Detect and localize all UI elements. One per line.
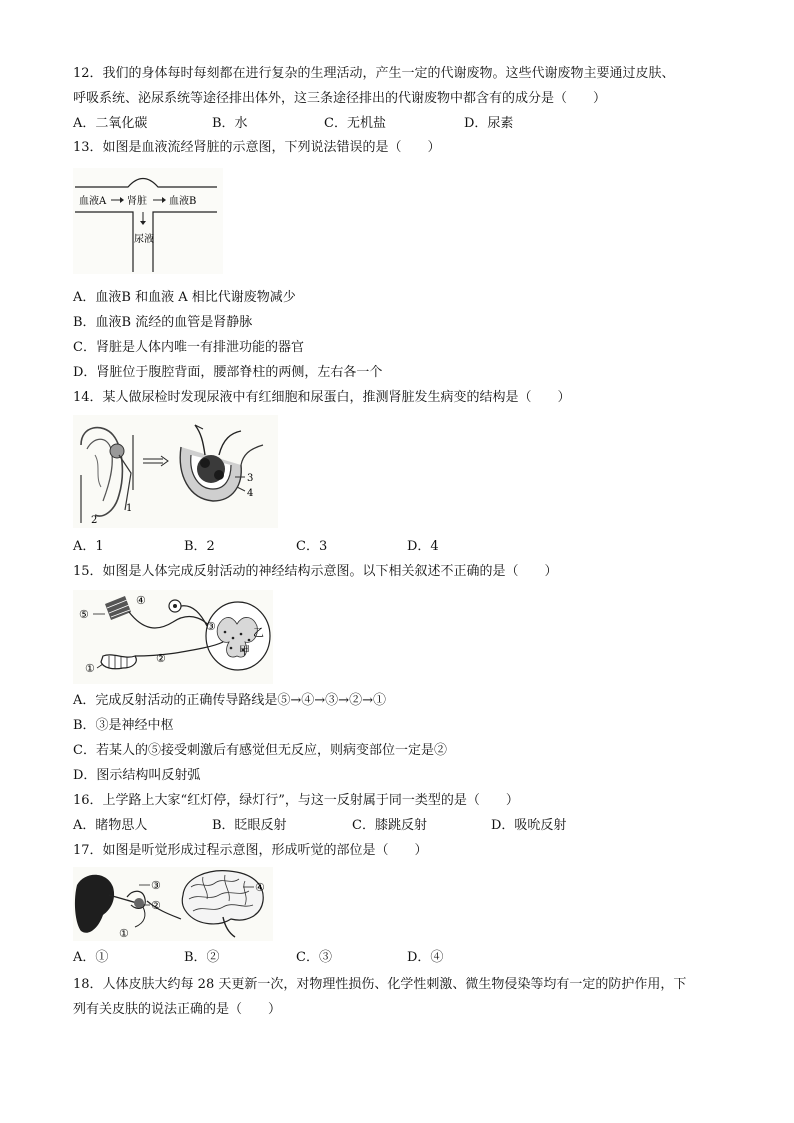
q16-option-d[interactable]: D．吸吮反射 <box>491 818 567 833</box>
q12-option-a[interactable]: A．二氧化碳 <box>73 116 148 131</box>
q14-option-b[interactable]: B．2 <box>184 539 215 554</box>
q17-options <box>73 950 713 966</box>
hearing-label-2: ② <box>151 899 161 912</box>
q14-option-d[interactable]: D．4 <box>407 539 439 554</box>
q14-option-c[interactable]: C．3 <box>296 539 328 554</box>
q16-option-c[interactable]: C．膝跳反射 <box>352 818 427 833</box>
q13-option-a[interactable]: A．血液B 和血液 A 相比代谢废物减少 <box>73 290 296 305</box>
q13-option-d[interactable]: D．肾脏位于腹腔背面，腰部脊柱的两侧，左右各一个 <box>73 365 383 380</box>
q18-stem-line2: 列有关皮肤的说法正确的是（ ） <box>73 1002 282 1017</box>
q17-option-c[interactable]: C．③ <box>296 950 332 965</box>
reflex-label-5: ⑤ <box>79 608 89 621</box>
q15-option-a[interactable]: A．完成反射活动的正确传导路线是⑤→④→③→②→① <box>73 693 386 708</box>
reflex-label-2: ② <box>156 652 166 665</box>
blood-b-label: 血液B <box>169 196 197 207</box>
q15-option-d[interactable]: D．图示结构叫反射弧 <box>73 768 201 783</box>
q13-stem: 13．如图是血液流经肾脏的示意图，下列说法错误的是（ ） <box>73 140 441 155</box>
q12-stem-line1: 12．我们的身体每时每刻都在进行复杂的生理活动，产生一定的代谢废物。这些代谢废物主要通过皮肤、 <box>73 66 675 81</box>
hearing-label-4: ④ <box>255 881 265 894</box>
q14-stem: 14．某人做尿检时发现尿液中有红细胞和尿蛋白，推测肾脏发生病变的结构是（ ） <box>73 390 571 405</box>
q14-option-a[interactable]: A．1 <box>73 539 104 554</box>
nephron-label-4: 4 <box>247 488 254 499</box>
q12-option-d[interactable]: D．尿素 <box>464 116 514 131</box>
blood-a-label: 血液A <box>79 196 107 207</box>
q17-option-a[interactable]: A．① <box>73 950 109 965</box>
reflex-label-4: ④ <box>136 594 146 607</box>
q12-options <box>73 116 713 132</box>
nephron-diagram <box>73 415 278 528</box>
q16-stem: 16．上学路上大家“红灯停，绿灯行”，与这一反射属于同一类型的是（ ） <box>73 793 519 808</box>
reflex-label-jia: 甲 <box>239 644 250 657</box>
q13-option-c[interactable]: C．肾脏是人体内唯一有排泄功能的器官 <box>73 340 304 355</box>
reflex-arc-diagram <box>73 590 273 684</box>
nephron-label-1: 1 <box>126 503 133 514</box>
kidney-label: 肾脏 <box>127 196 147 207</box>
reflex-label-yi: 乙 <box>253 626 264 639</box>
q16-options <box>73 818 713 834</box>
q12-option-c[interactable]: C．无机盐 <box>324 116 386 131</box>
q15-stem: 15．如图是人体完成反射活动的神经结构示意图。以下相关叙述不正确的是（ ） <box>73 564 558 579</box>
q12-option-b[interactable]: B．水 <box>212 116 248 131</box>
q12-stem-line2: 呼吸系统、泌尿系统等途径排出体外，这三条途径排出的代谢废物中都含有的成分是（ ） <box>73 91 607 106</box>
nephron-label-2: 2 <box>91 515 98 526</box>
nephron-label-3: 3 <box>247 473 254 484</box>
q13-option-b[interactable]: B．血液B 流经的血管是肾静脉 <box>73 315 253 330</box>
reflex-label-1: ① <box>85 662 95 675</box>
urine-label: 尿液 <box>134 234 154 245</box>
hearing-label-3: ③ <box>151 879 161 892</box>
q16-option-a[interactable]: A．睹物思人 <box>73 818 148 833</box>
q16-option-b[interactable]: B．眨眼反射 <box>212 818 287 833</box>
q17-option-d[interactable]: D．④ <box>407 950 444 965</box>
q15-option-b[interactable]: B．③是神经中枢 <box>73 718 174 733</box>
hearing-label-1: ① <box>119 927 129 940</box>
q17-option-b[interactable]: B．② <box>184 950 220 965</box>
q17-stem: 17．如图是听觉形成过程示意图，形成听觉的部位是（ ） <box>73 843 428 858</box>
hearing-process-diagram <box>73 867 273 941</box>
reflex-label-3: ③ <box>206 620 216 633</box>
q15-option-c[interactable]: C．若某人的⑤接受刺激后有感觉但无反应，则病变部位一定是② <box>73 743 447 758</box>
q18-stem-line1: 18．人体皮肤大约每 28 天更新一次，对物理性损伤、化学性刺激、微生物侵染等均有一定的防护作用，下 <box>73 977 687 992</box>
kidney-blood-flow-diagram <box>73 168 223 274</box>
q14-options <box>73 539 713 555</box>
